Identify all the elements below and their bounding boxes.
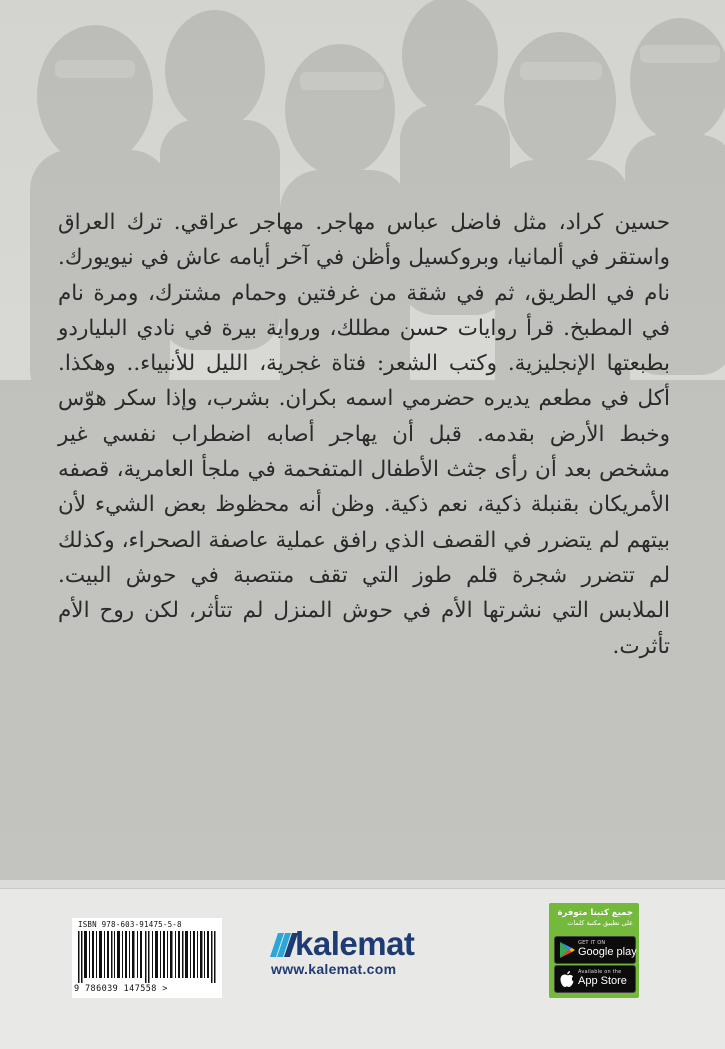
app-store-small-text: Available on the [578, 969, 622, 975]
kalemat-mark-icon [268, 931, 298, 957]
google-play-badge[interactable] [554, 936, 636, 964]
promo-line-2: على تطبيق مكتبة كلمات [567, 919, 633, 927]
google-play-small-text: GET IT ON [578, 940, 606, 946]
google-play-icon [559, 941, 575, 959]
publisher-name: kalemat [295, 925, 415, 962]
isbn-barcode [72, 918, 222, 998]
publisher-logo [268, 925, 448, 985]
app-store-label: App Store [578, 975, 627, 987]
apple-icon [559, 970, 575, 988]
publisher-url[interactable]: www.kalemat.com [271, 961, 397, 977]
app-promo-panel [549, 903, 639, 998]
promo-line-1: جميع كتبنا متوفرة [557, 908, 633, 918]
isbn-label: ISBN 978-603-91475-5-8 [78, 920, 182, 929]
app-store-badge[interactable] [554, 965, 636, 993]
google-play-label: Google play [578, 946, 637, 958]
barcode-digits: 9 786039 147558 > [74, 984, 168, 994]
app-promo-text [553, 908, 633, 928]
blurb-paragraph: حسين كراد، مثل فاضل عباس مهاجر. مهاجر عراقي. ترك العراق واستقر في ألمانيا، وبروكسيل وأظن في آخر أيامه عاش في نيويورك. نام في الطريق، ثم في شقة من غرفتين وحمام مشترك، ومرة نام في المطبخ. قرأ روايات حسن مطلك، ورواية بيرة في نادي البلياردو بطبعتها الإنجليزية. وكتب الشعر: فتاة غجرية، الليل للأنبياء.. وهكذا. أكل في مطعم يديره حضرمي اسمه بكران. بشرب، وإذا سكر هوّس وخبط الأرض بقدمه. قبل أن يهاجر أصابه اضطراب نفسي غير مشخص بعد أن رأى جثث الأطفال المتفحمة في ملجأ العامرية، قصفه الأمريكان بقنبلة ذكية، نعم ذكية. وظن أنه محظوظ بعض الشيء لأن بيتهم لم يتضرر في القصف الذي رافق عملية عاصفة الصحراء، وكذلك لم تتضرر شجرة قلم طوز التي تقف منتصبة في حوش البيت. الملابس التي نشرتها الأم في حوش المنزل لم تتأثر، لكن روح الأم تأثرت. [58, 210, 670, 659]
back-cover-blurb [58, 205, 670, 664]
barcode-bars [78, 931, 216, 983]
